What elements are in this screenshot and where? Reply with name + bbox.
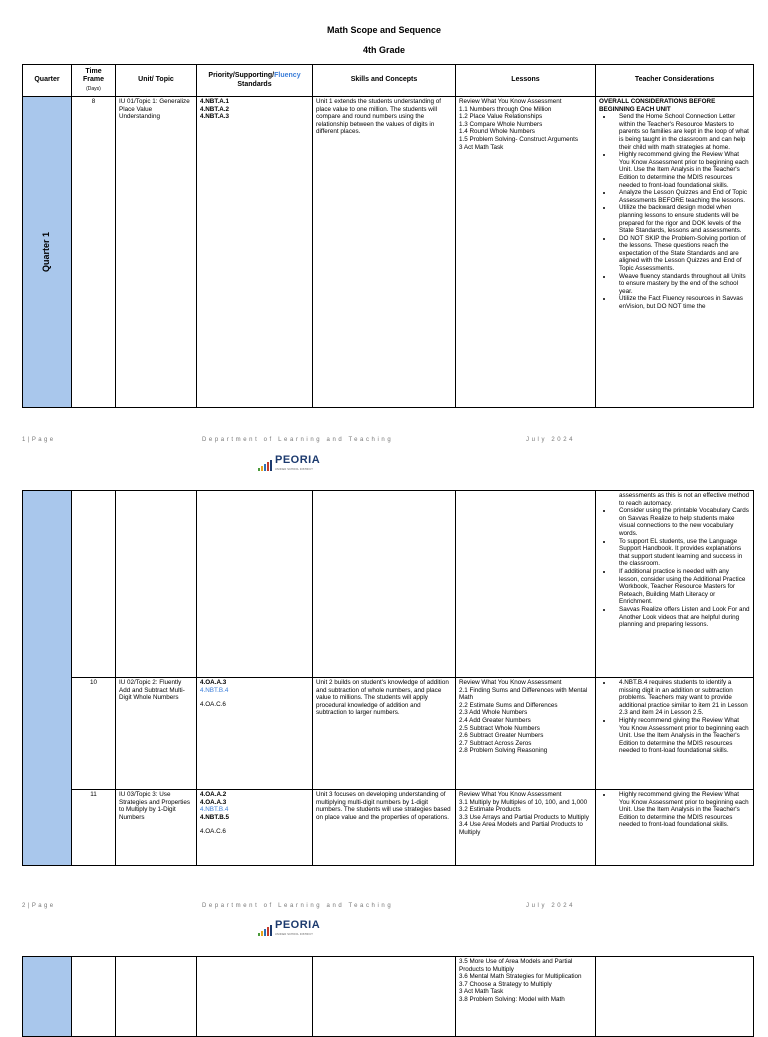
document-title: Math Scope and Sequence xyxy=(326,25,442,35)
teacher-bullet: • DO NOT SKIP the Problem-Solving portion of the lessons. These questions reach the expectation of the State Standards and are aligned with the Lesson Quizzes and End of Topic Assessments. xyxy=(613,235,750,273)
lesson-item: 3.3 Use Arrays and Partial Products to Multiply xyxy=(459,813,589,821)
days-cell: 8 xyxy=(72,97,116,408)
teacher-bullet: • Utilize the backward design model when planning lessons to ensure students will be prepared for the rigor and DOK levels of the State Standards, lessons and assessments. xyxy=(613,204,750,234)
standard-code: 4.OA.A.2 xyxy=(200,791,227,798)
header-time-frame: Time Frame (Days) xyxy=(72,65,116,97)
lesson-item: 2.2 Estimate Sums and Differences xyxy=(459,701,558,709)
standards-cell xyxy=(197,790,313,866)
teacher-bullet: • Highly recommend giving the Review What You Know Assessment prior to beginning each Unit. Use the Item Analysis in the Teacher's Edition to determine the MDIS resources needed to front-load foundational skills. xyxy=(613,151,750,189)
standard-code: 4.OA.A.3 xyxy=(200,679,227,686)
lesson-item: 2.4 Add Greater Numbers xyxy=(459,716,531,724)
teacher-bullet: • Consider using the printable Vocabulary Cards on Savvas Realize to help students make visual connections to the new vocabulary words. xyxy=(613,507,750,537)
standards-cell xyxy=(197,97,313,408)
teacher-cell xyxy=(596,790,754,866)
teacher-bullet: • If additional practice is needed with any lesson, consider using the Additional Practice Workbook, Teacher Resource Masters for Reteach, Building Math Literacy or Enrichment. xyxy=(613,568,750,606)
footer-department: Department of Learning and Teaching xyxy=(202,437,394,443)
lesson-item: 2.3 Add Whole Numbers xyxy=(459,709,528,717)
lesson-item: 1.3 Compare Whole Numbers xyxy=(459,120,543,128)
quarter-cell xyxy=(23,97,72,408)
footer-date: July 2024 xyxy=(526,437,576,443)
standard-code: 4.OA.A.3 xyxy=(200,798,227,806)
peoria-logo xyxy=(258,450,320,471)
lesson-item: 1.5 Problem Solving- Construct Arguments xyxy=(459,135,578,143)
table-row xyxy=(23,790,754,866)
header-skills: Skills and Concepts xyxy=(313,65,456,97)
lesson-item: Review What You Know Assessment xyxy=(459,98,562,105)
lesson-item: 2.1 Finding Sums and Differences with Mental Math xyxy=(459,686,588,702)
days-cell: 11 xyxy=(72,790,116,866)
scope-table-page-3 xyxy=(22,956,754,1037)
teacher-cell xyxy=(596,678,754,790)
teacher-bullet: • To support EL students, use the Language Support Handbook. It provides explanations that support student learning and success in the classroom. xyxy=(613,538,750,568)
teacher-cell xyxy=(596,97,754,408)
lesson-item: Review What You Know Assessment xyxy=(459,679,562,686)
page-number: 1 | P a g e xyxy=(22,437,54,443)
standard-code-fluency: 4.NBT.B.4 xyxy=(200,686,229,694)
teacher-bullet: • Send the Home School Connection Letter within the Teacher's Resource Masters to parents so families are kept in the loop of what is being taught in the classroom and can help their child with math strategies at home. xyxy=(613,113,750,151)
skills-cell: Unit 1 extends the students understanding of place value to one million. The students will compare and round numbers using the relationship between the values of digits in different places. xyxy=(313,97,456,408)
standard-code-fluency: 4.NBT.B.4 xyxy=(200,806,229,814)
logo-bars-icon xyxy=(258,925,272,936)
lessons-cell xyxy=(456,790,596,866)
standard-code: 4.NBT.B.5 xyxy=(200,813,230,821)
header-quarter: Quarter xyxy=(23,65,72,97)
logo-text: PEORIA xyxy=(275,454,321,466)
teacher-bullet: • Weave fluency standards throughout all Units to ensure mastery by the end of the school year. xyxy=(613,273,750,296)
quarter-label: Quarter 1 xyxy=(41,231,52,273)
standard-code: 4.NBT.A.1 xyxy=(200,98,230,105)
teacher-bullet: • Highly recommend giving the Review What You Know Assessment prior to beginning each Unit. Use the Item Analysis in the Teacher's Edition to determine the MDIS resources needed to front-load foundational skills. xyxy=(613,717,750,755)
standard-code: 4.NBT.A.2 xyxy=(200,105,230,113)
lesson-item: 3.5 More Use of Area Models and Partial Products to Multiply xyxy=(459,958,573,973)
lesson-item: 1.2 Place Value Relationships xyxy=(459,113,543,121)
header-lessons: Lessons xyxy=(456,65,596,97)
table-row xyxy=(23,678,754,790)
teacher-bullet: • Analyze the Lesson Quizzes and End of Topic Assessments BEFORE teaching the lessons. xyxy=(613,189,750,204)
quarter-cell xyxy=(23,957,72,1037)
table-row xyxy=(23,97,754,408)
header-teacher: Teacher Considerations xyxy=(596,65,754,97)
teacher-heading: OVERALL CONSIDERATIONS BEFORE BEGINNING EACH UNIT xyxy=(599,98,716,113)
unit-cell: IU 01/Topic 1: Generalize Place Value Understanding xyxy=(116,97,197,408)
standard-code: 4.NBT.A.3 xyxy=(200,113,230,121)
lessons-cell xyxy=(456,957,596,1037)
unit-cell: IU 03/Topic 3: Use Strategies and Properties to Multiply by 1-Digit Numbers xyxy=(116,790,197,866)
teacher-bullet: • Savvas Realize offers Listen and Look For and Another Look videos that are helpful during planning and preparing lessons. xyxy=(613,606,750,629)
skills-cell: Unit 2 builds on student's knowledge of addition and subtraction of whole numbers, and place value to millions. The students will apply procedural knowledge of addition and subtraction to larger numbers. xyxy=(313,678,456,790)
lesson-item: 3 Act Math Task xyxy=(459,143,504,151)
lesson-item: 1.4 Round Whole Numbers xyxy=(459,128,535,136)
document-subtitle: 4th Grade xyxy=(362,45,405,55)
logo-text: PEORIA xyxy=(275,919,321,931)
header-standards: Priority/Supporting/Fluency Standards xyxy=(197,65,313,97)
logo-subtext: UNIFIED SCHOOL DISTRICT xyxy=(275,933,313,936)
logo-subtext: UNIFIED SCHOOL DISTRICT xyxy=(275,468,313,471)
scope-table-page-1 xyxy=(22,64,754,408)
lessons-cell xyxy=(456,97,596,408)
days-cell: 10 xyxy=(72,678,116,790)
table-row xyxy=(23,491,754,678)
lesson-item: 3.4 Use Area Models and Partial Products to Multiply xyxy=(459,821,583,836)
standards-cell xyxy=(197,678,313,790)
logo-bars-icon xyxy=(258,460,272,471)
footer-department: Department of Learning and Teaching xyxy=(202,903,394,909)
lesson-item: 2.7 Subtract Across Zeros xyxy=(459,739,532,747)
footer-date: July 2024 xyxy=(526,903,576,909)
table-row xyxy=(23,957,754,1037)
unit-cell: IU 02/Topic 2: Fluently Add and Subtract Multi-Digit Whole Numbers xyxy=(116,678,197,790)
teacher-bullet-continued: assessments as this is not an effective method to reach automacy. xyxy=(619,492,750,507)
peoria-logo xyxy=(258,915,320,936)
teacher-bullet: • 4.NBT.B.4 requires students to identify a missing digit in an addition or subtraction problems. Teachers may want to provide additional practice similar to item 21 in Lesson 2.3 and item 24 in Lesson 2.5. xyxy=(613,679,750,717)
skills-cell: Unit 3 focuses on developing understanding of multiplying multi-digit numbers by 1-digit numbers. The students will use strategies based on place value and the properties of operations. xyxy=(313,790,456,866)
lesson-item: Review What You Know Assessment xyxy=(459,791,562,798)
lesson-item: 3.6 Mental Math Strategies for Multiplication xyxy=(459,973,582,981)
lesson-item: 1.1 Numbers through One Million xyxy=(459,105,552,113)
lesson-item: 3.1 Multiply by Multiples of 10, 100, and 1,000 xyxy=(459,798,588,806)
teacher-cell xyxy=(596,491,754,678)
teacher-bullet: • Utilize the Fact Fluency resources in Savvas enVision, but DO NOT time the xyxy=(613,295,750,310)
quarter-cell xyxy=(23,491,72,866)
page-number: 2 | P a g e xyxy=(22,903,54,909)
lesson-item: 2.5 Subtract Whole Numbers xyxy=(459,724,540,732)
standard-code: 4.OA.C.6 xyxy=(200,701,226,709)
header-row xyxy=(23,65,754,97)
scope-table-page-2 xyxy=(22,490,754,866)
teacher-bullet: • Highly recommend giving the Review What You Know Assessment prior to beginning each Unit. Use the Item Analysis in the Teacher's Edition to determine the MDIS resources needed to front-load foundational skills. xyxy=(613,791,750,829)
lesson-item: 3.8 Problem Solving: Model with Math xyxy=(459,995,565,1003)
lesson-item: 3 Act Math Task xyxy=(459,988,504,996)
header-unit-topic: Unit/ Topic xyxy=(116,65,197,97)
lesson-item: 2.8 Problem Solving Reasoning xyxy=(459,747,548,755)
lesson-item: 2.6 Subtract Greater Numbers xyxy=(459,732,544,740)
lessons-cell xyxy=(456,678,596,790)
standard-code: 4.OA.C.6 xyxy=(200,828,226,836)
lesson-item: 3.2 Estimate Products xyxy=(459,806,521,814)
lesson-item: 3.7 Choose a Strategy to Multiply xyxy=(459,980,552,988)
